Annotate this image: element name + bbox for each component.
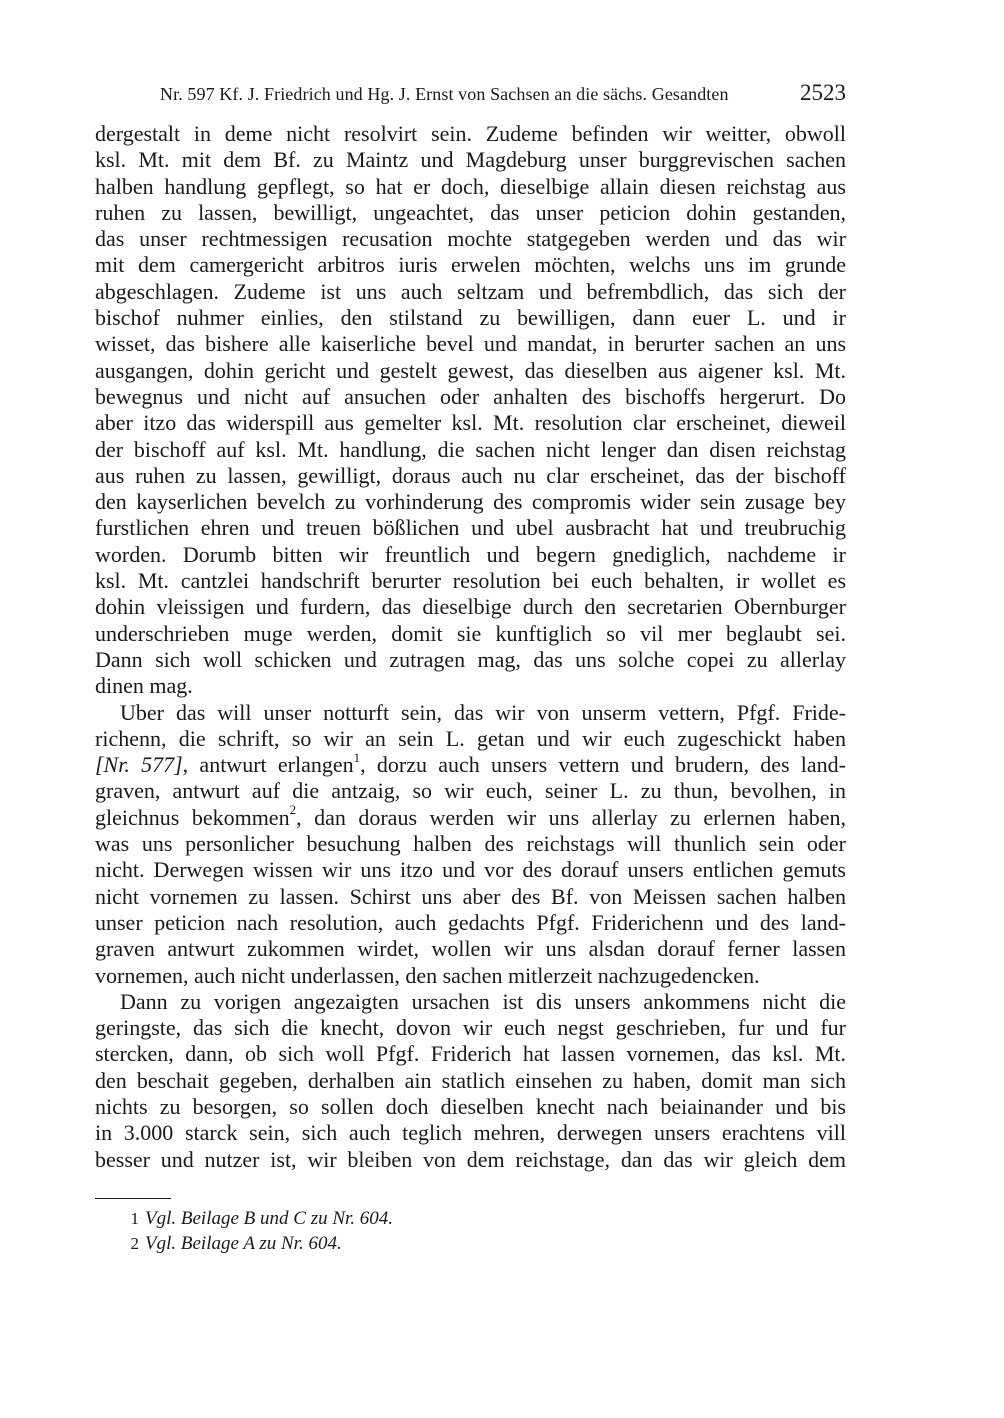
text-line: ruhen zu lassen, bewilligt, ungeachtet, das unser peticion dohin gestanden, [95, 199, 846, 225]
text-line [95, 749, 846, 778]
running-header [160, 80, 846, 110]
footnote-divider [95, 1198, 171, 1199]
text-line: in 3.000 starck sein, sich auch teglich mehren, derwegen unsers erachtens vill [95, 1120, 846, 1146]
text-line: Uber das will unser notturft sein, das wir von unserm vettern, Pfgf. Fride- [120, 699, 846, 725]
footnote-number: 1 [130, 1209, 139, 1228]
text-line: vornemen, auch nicht underlassen, den sachen mitlerzeit nachzugedencken. [95, 962, 760, 988]
text-line: das unser rechtmessigen recusation mochte statgegeben werden und das wir [95, 226, 846, 252]
cross-reference: [Nr. 577] [95, 752, 183, 778]
text-line: nichts zu besorgen, so sollen doch dieselben knecht nach beiainander und bis [95, 1093, 846, 1119]
text-line: worden. Dorumb bitten wir freuntlich und begern gnediglich, nachdeme ir [95, 541, 846, 567]
text-line: mit dem camergericht arbitros iuris erwelen möchten, welchs uns im grunde [95, 252, 846, 278]
text-line: Dann zu vorigen angezaigten ursachen ist dis unsers ankommens nicht die [120, 988, 846, 1014]
text-line: den kayserlichen bevelch zu vorhinderung des compromis wider sein zusage bey [95, 489, 846, 515]
text-line: furstlichen ehren und treuen bößlichen und ubel ausbracht hat und treubruchig [95, 515, 846, 541]
text-line: richenn, die schrift, so wir an sein L. getan und wir euch zugeschickt haben [95, 725, 846, 751]
footnote [95, 1206, 846, 1231]
text-line: unser peticion nach resolution, auch gedachts Pfgf. Friderichenn und des land- [95, 909, 846, 935]
text-line: halben handlung gepflegt, so hat er doch, dieselbige allain diesen reichstag aus [95, 173, 846, 199]
text-line: dohin vleissigen und furdern, das dieselbige durch den secretarien Obernburger [95, 594, 846, 620]
page-number: 2523 [800, 80, 846, 105]
text-line: der bischoff auf ksl. Mt. handlung, die sachen nicht lenger dan disen reichstag [95, 436, 846, 462]
text-line: Dann sich woll schicken und zutragen mag, das uns solche copei zu allerlay [95, 646, 846, 672]
text-line: was uns personlicher besuchung halben des reichstags will thunlich sein oder [95, 831, 846, 857]
text-line [95, 802, 846, 831]
footnote [95, 1231, 846, 1256]
text-line: nicht. Derwegen wissen wir uns itzo und vor des dorauf unsers entlichen gemuts [95, 857, 846, 883]
text-line: underschrieben muge werden, domit sie kunftiglich so vil mer beglaubt sei. [95, 620, 846, 646]
text-line: dinen mag. [95, 673, 193, 699]
paragraph-3 [95, 989, 846, 1173]
running-title: Nr. 597 Kf. J. Friedrich und Hg. J. Ernst von Sachsen an die sächs. Gesandten [160, 84, 729, 104]
body-text [95, 121, 846, 1173]
text-line: ksl. Mt. mit dem Bf. zu Maintz und Magdeburg unser burggrevischen sachen [95, 147, 846, 173]
text-line: graven, antwurt auf die antzaig, so wir euch, seiner L. zu thun, bevolhen, in [95, 778, 846, 804]
text-line: nicht vornemen zu lassen. Schirst uns aber des Bf. von Meissen sachen halben [95, 883, 846, 909]
text-line: ausgangen, dohin gericht und gestelt gewest, das dieselben aus aigener ksl. Mt. [95, 357, 846, 383]
text-line: den beschait gegeben, derhalben ain statlich einsehen zu haben, domit man sich [95, 1067, 846, 1093]
text-line: bischof nuhmer einlies, den stilstand zu bewilligen, dann euer L. und ir [95, 305, 846, 331]
paragraph-1 [95, 121, 846, 700]
text-line: dergestalt in deme nicht resolvirt sein. Zudeme befinden wir weitter, obwoll [95, 121, 846, 146]
text-line: graven antwurt zukommen wirdet, wollen wir uns alsdan dorauf ferner lassen [95, 936, 846, 962]
paragraph-2 [95, 700, 846, 989]
text-segment: gleichnus bekommen [95, 804, 290, 830]
footnotes [95, 1206, 846, 1256]
text-line: abgeschlagen. Zudeme ist uns auch seltzam und befrembdlich, das sich der [95, 278, 846, 304]
text-line: bewegnus und nicht auf ansuchen oder anhalten des bischoffs hergerurt. Do [95, 383, 846, 409]
text-line: wisset, das bishere alle kaiserliche bevel und mandat, in berurter sachen an uns [95, 331, 846, 357]
footnote-number: 2 [130, 1234, 139, 1253]
text-segment: , dan doraus werden wir uns allerlay zu erlernen haben, [296, 804, 846, 830]
text-segment: , dorzu auch unsers vettern und brudern, des land- [360, 752, 846, 778]
footnote-text: Vgl. Beilage B und C zu Nr. 604. [145, 1208, 394, 1229]
text-line: aus ruhen zu lassen, gewilligt, doraus auch nu clar erscheinet, das der bischoff [95, 462, 846, 488]
text-line: geringste, das sich die knecht, dovon wir euch negst geschrieben, fur und fur [95, 1015, 846, 1041]
text-line: aber itzo das widerspill aus gemelter ksl. Mt. resolution clar erscheinet, dieweil [95, 410, 846, 436]
text-line: stercken, dann, ob sich woll Pfgf. Friderich hat lassen vornemen, das ksl. Mt. [95, 1041, 846, 1067]
text-line: ksl. Mt. cantzlei handschrift berurter resolution bei euch behalten, ir wollet es [95, 568, 846, 594]
text-segment: , antwurt erlangen [182, 752, 354, 778]
footnote-marker: 1 [353, 749, 361, 765]
footnote-text: Vgl. Beilage A zu Nr. 604. [145, 1233, 342, 1254]
text-line: besser und nutzer ist, wir bleiben von dem reichstage, dan das wir gleich dem [95, 1146, 846, 1172]
footnote-marker: 2 [289, 802, 297, 818]
